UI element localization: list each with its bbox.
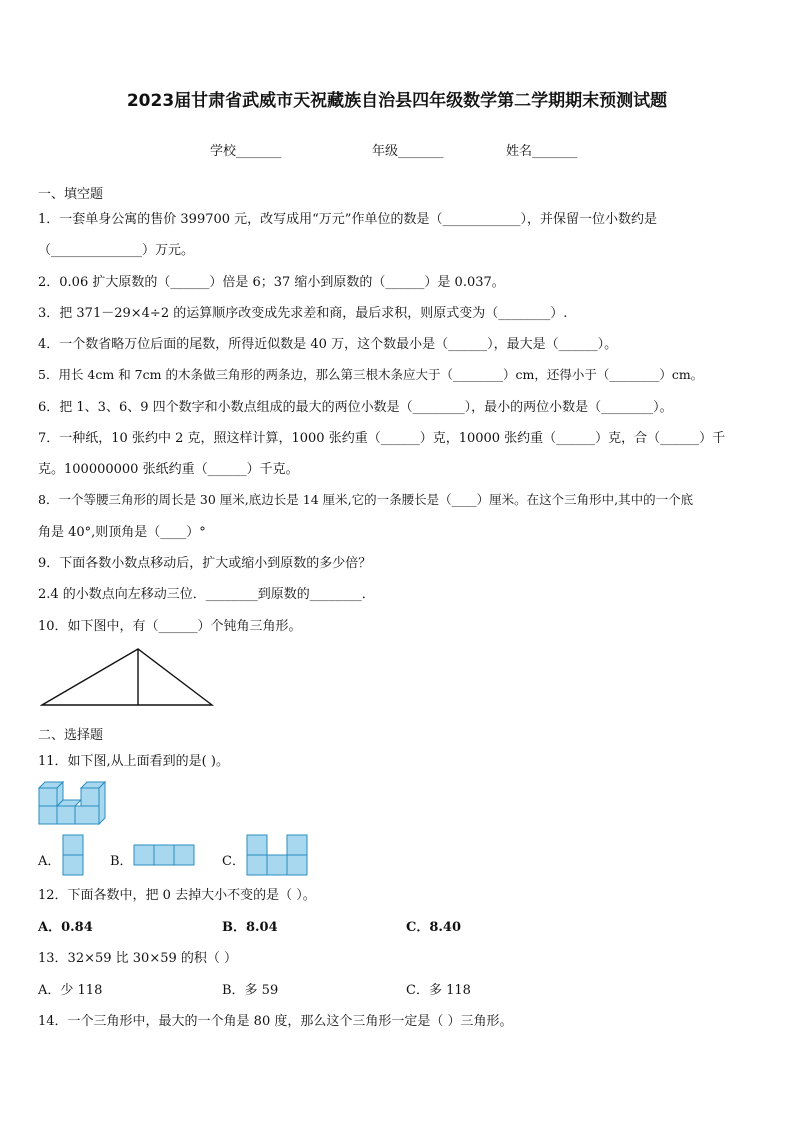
option-c-figure[interactable] — [246, 834, 308, 876]
question-14: 14．一个三角形中，最大的一个角是 80 度，那么这个三角形一定是（ ）三角形。 — [38, 1014, 513, 1029]
option-b-figure[interactable] — [133, 844, 195, 866]
option-a-label[interactable]: A． — [38, 854, 61, 869]
q13-option-a[interactable]: A．少 118 — [38, 983, 103, 998]
page-title: 2023届甘肃省武威市天祝藏族自治县四年级数学第二学期期末预测试题 — [126, 91, 668, 111]
grade-field[interactable]: 年级_______ — [372, 144, 444, 159]
question-1-line-2: （______________）万元。 — [38, 243, 195, 258]
question-2: 2．0.06 扩大原数的（______）倍是 6；37 缩小到原数的（______）是 0.037。 — [38, 275, 505, 290]
section-heading-choice: 二、选择题 — [38, 728, 104, 743]
option-c-label[interactable]: C． — [222, 854, 245, 869]
triangle-figure — [40, 645, 216, 709]
question-1-line-1: 1．一套单身公寓的售价 399700 元，改写成用“万元”作单位的数是（____________），并保留一位小数约是 — [38, 212, 657, 227]
question-12: 12．下面各数中，把 0 去掉大小不变的是（ ）。 — [38, 888, 316, 903]
q13-option-c[interactable]: C．多 118 — [406, 983, 471, 998]
question-8-line-1: 8．一个等腰三角形的周长是 30 厘米,底边长是 14 厘米,它的一条腰长是（____）厘米。在这个三角形中,其中的一个底 — [38, 492, 694, 507]
question-7-line-1: 7．一种纸，10 张约中 2 克，照这样计算，1000 张约重（______）克，10000 张约重（______）克，合（______）千 — [38, 431, 726, 446]
outer-triangle — [42, 649, 212, 705]
q12-option-c[interactable]: C．8.40 — [406, 920, 462, 935]
question-6: 6．把 1、3、6、9 四个数字和小数点组成的最大的两位小数是（________），最小的两位小数是（________）。 — [38, 400, 673, 415]
option-a-figure[interactable] — [62, 834, 84, 876]
section-heading-fill-blank: 一、填空题 — [38, 187, 104, 202]
question-13: 13．32×59 比 30×59 的积（ ） — [38, 951, 238, 966]
question-3: 3．把 371－29×4÷2 的运算顺序改变成先求差和商，最后求积，则原式变为（________）. — [38, 306, 568, 321]
question-10: 10．如下图中，有（______）个钝角三角形。 — [38, 619, 302, 634]
name-field[interactable]: 姓名_______ — [506, 144, 578, 159]
question-5: 5．用长 4cm 和 7cm 的木条做三角形的两条边，那么第三根木条应大于（________）cm，还得小于（________）cm。 — [38, 367, 704, 382]
q13-option-b[interactable]: B．多 59 — [222, 983, 279, 998]
question-9-line-2: 2.4 的小数点向左移动三位．________到原数的________． — [38, 587, 375, 602]
question-11: 11．如下图,从上面看到的是( )。 — [38, 754, 229, 769]
option-b-label[interactable]: B． — [110, 854, 133, 869]
school-field[interactable]: 学校_______ — [210, 144, 282, 159]
cube-figure — [37, 778, 109, 830]
question-9-line-1: 9．下面各数小数点移动后，扩大或缩小到原数的多少倍？ — [38, 556, 372, 571]
question-7-line-2: 克。100000000 张纸约重（______）千克。 — [38, 462, 299, 477]
question-4: 4．一个数省略万位后面的尾数，所得近似数是 40 万，这个数最小是（______），最大是（______）。 — [38, 337, 618, 352]
q12-option-b[interactable]: B．8.04 — [222, 920, 278, 935]
q12-option-a[interactable]: A．0.84 — [38, 920, 93, 935]
question-8-line-2: 角是 40°,则顶角是（____）° — [38, 525, 206, 540]
